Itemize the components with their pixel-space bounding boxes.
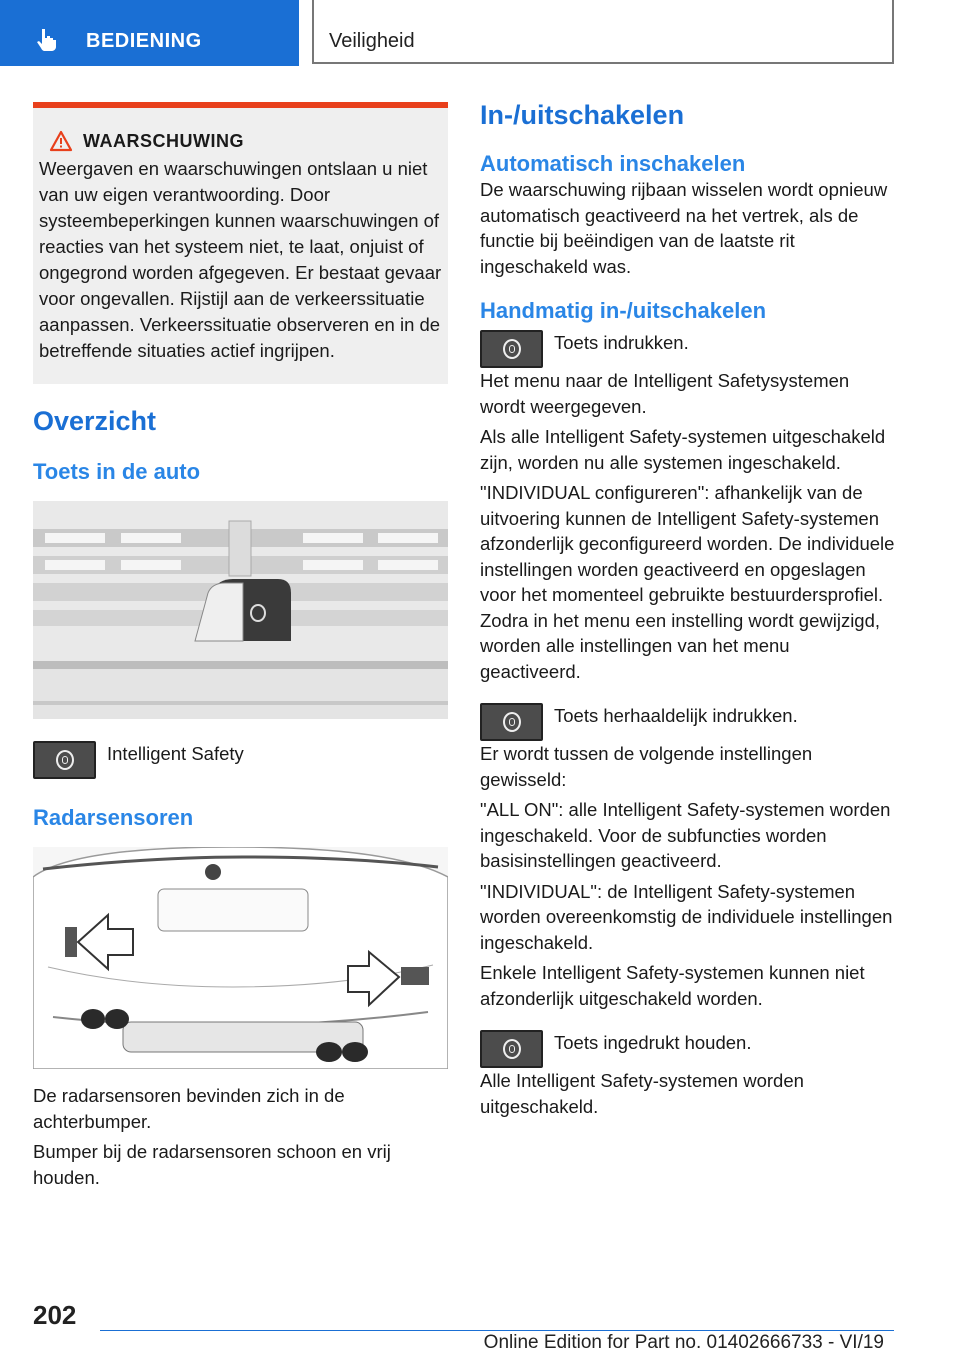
warning-triangle-icon	[49, 130, 73, 152]
step1-line1: Toets indrukken.	[554, 332, 689, 353]
step2-line2: Er wordt tussen de volgende instellingen gewisseld:	[480, 743, 813, 790]
edition-text: Online Edition for Part no. 01402666733 - VI/19	[483, 1332, 884, 1353]
chapter-label: BEDIENING	[86, 30, 202, 52]
section-label: Veiligheid	[329, 30, 415, 52]
auto-text: De waarschuwing rijbaan wisselen wordt opnieuw automatisch geactiveerd na het vertrek, als de functie bij beëindigen van de laatste rit ingeschakeld was.	[480, 179, 888, 277]
step1-line2: Het menu naar de Intelligent Safetysystemen wordt weergegeven.	[480, 370, 850, 417]
intelligent-safety-row	[33, 741, 448, 779]
warning-title: WAARSCHUWING	[83, 130, 244, 151]
overview-heading: Overzicht	[33, 406, 157, 436]
intelligent-safety-button-icon	[33, 741, 96, 779]
safety-symbol-icon	[503, 1039, 521, 1059]
intelligent-safety-caption: Intelligent Safety	[107, 743, 244, 764]
section-box	[312, 0, 894, 64]
all-on-paragraph: "ALL ON": alle Intelligent Safety-systemen worden ingeschakeld. Voor de subfuncties worden basisinstellingen geactiveerd.	[480, 799, 891, 871]
safety-button-icon-2	[480, 703, 543, 741]
warning-title-row	[49, 130, 442, 152]
hand-pointer-icon	[36, 27, 58, 51]
right-column	[480, 100, 895, 1124]
left-column	[33, 102, 448, 1195]
radar-heading: Radarsensoren	[33, 805, 194, 830]
step3-line2: Alle Intelligent Safety-systemen worden uitgeschakeld.	[480, 1070, 804, 1117]
rear-bumper-illustration	[33, 847, 448, 1069]
step3-row	[480, 1030, 895, 1068]
chapter-tab	[0, 0, 299, 66]
dashboard-vents-illustration	[33, 501, 448, 719]
button-heading: Toets in de auto	[33, 459, 201, 484]
footer-divider	[100, 1330, 894, 1331]
rear-bumper-photo	[33, 847, 448, 1069]
individual-configure-paragraph: "INDIVIDUAL configureren": afhankelijk van de uitvoering kunnen de Intelligent Safety-systemen afzonderlijk geconfigureerd worden. De individuele instellingen worden geactiveerd en opgeslagen voor het momenteel gebruikte bestuurdersprofiel. Zodra in het menu een instelling wordt gewijzigd, worden alle instellingen van het menu geactiveerd.	[480, 482, 895, 682]
safety-symbol-icon	[56, 750, 74, 770]
manual-heading: Handmatig in-/uitschakelen	[480, 298, 767, 323]
car-button-photo	[33, 501, 448, 719]
step1-row	[480, 330, 895, 368]
safety-symbol-icon	[503, 339, 521, 359]
step2-line1: Toets herhaaldelijk indrukken.	[554, 705, 798, 726]
page-number: 202	[33, 1300, 77, 1330]
switch-heading: In-/uitschakelen	[480, 100, 685, 130]
some-systems-paragraph: Enkele Intelligent Safety-systemen kunnen niet afzonderlijk uitgeschakeld worden.	[480, 962, 865, 1009]
warning-text: Weergaven en waarschuwingen ontslaan u niet van uw eigen verantwoording. Door systeembeperkingen kunnen waarschuwingen of reacties van het systeem niet, te laat, onjuist of ongegrond worden afgegeven. Er bestaat gevaar voor ongevallen. Rijstijl aan de verkeerssituatie aanpassen. Verkeerssituatie observeren en in de betreffende situaties actief ingrijpen.	[39, 158, 442, 361]
individual-paragraph: "INDIVIDUAL": de Intelligent Safety-systemen worden overeenkomstig de individuele instellingen ingeschakeld.	[480, 880, 893, 953]
safety-button-icon-3	[480, 1030, 543, 1068]
step3-line1: Toets ingedrukt houden.	[554, 1032, 752, 1053]
warning-box	[33, 102, 448, 384]
radar-paragraph-1: De radarsensoren bevinden zich in de achterbumper.	[33, 1085, 345, 1132]
auto-heading: Automatisch inschakelen	[480, 151, 746, 176]
all-systems-paragraph: Als alle Intelligent Safety-systemen uitgeschakeld zijn, worden nu alle systemen ingeschakeld.	[480, 426, 886, 473]
radar-paragraph-2: Bumper bij de radarsensoren schoon en vrij houden.	[33, 1141, 391, 1188]
safety-symbol-icon	[503, 712, 521, 732]
step2-row	[480, 703, 895, 741]
safety-button-icon-1	[480, 330, 543, 368]
